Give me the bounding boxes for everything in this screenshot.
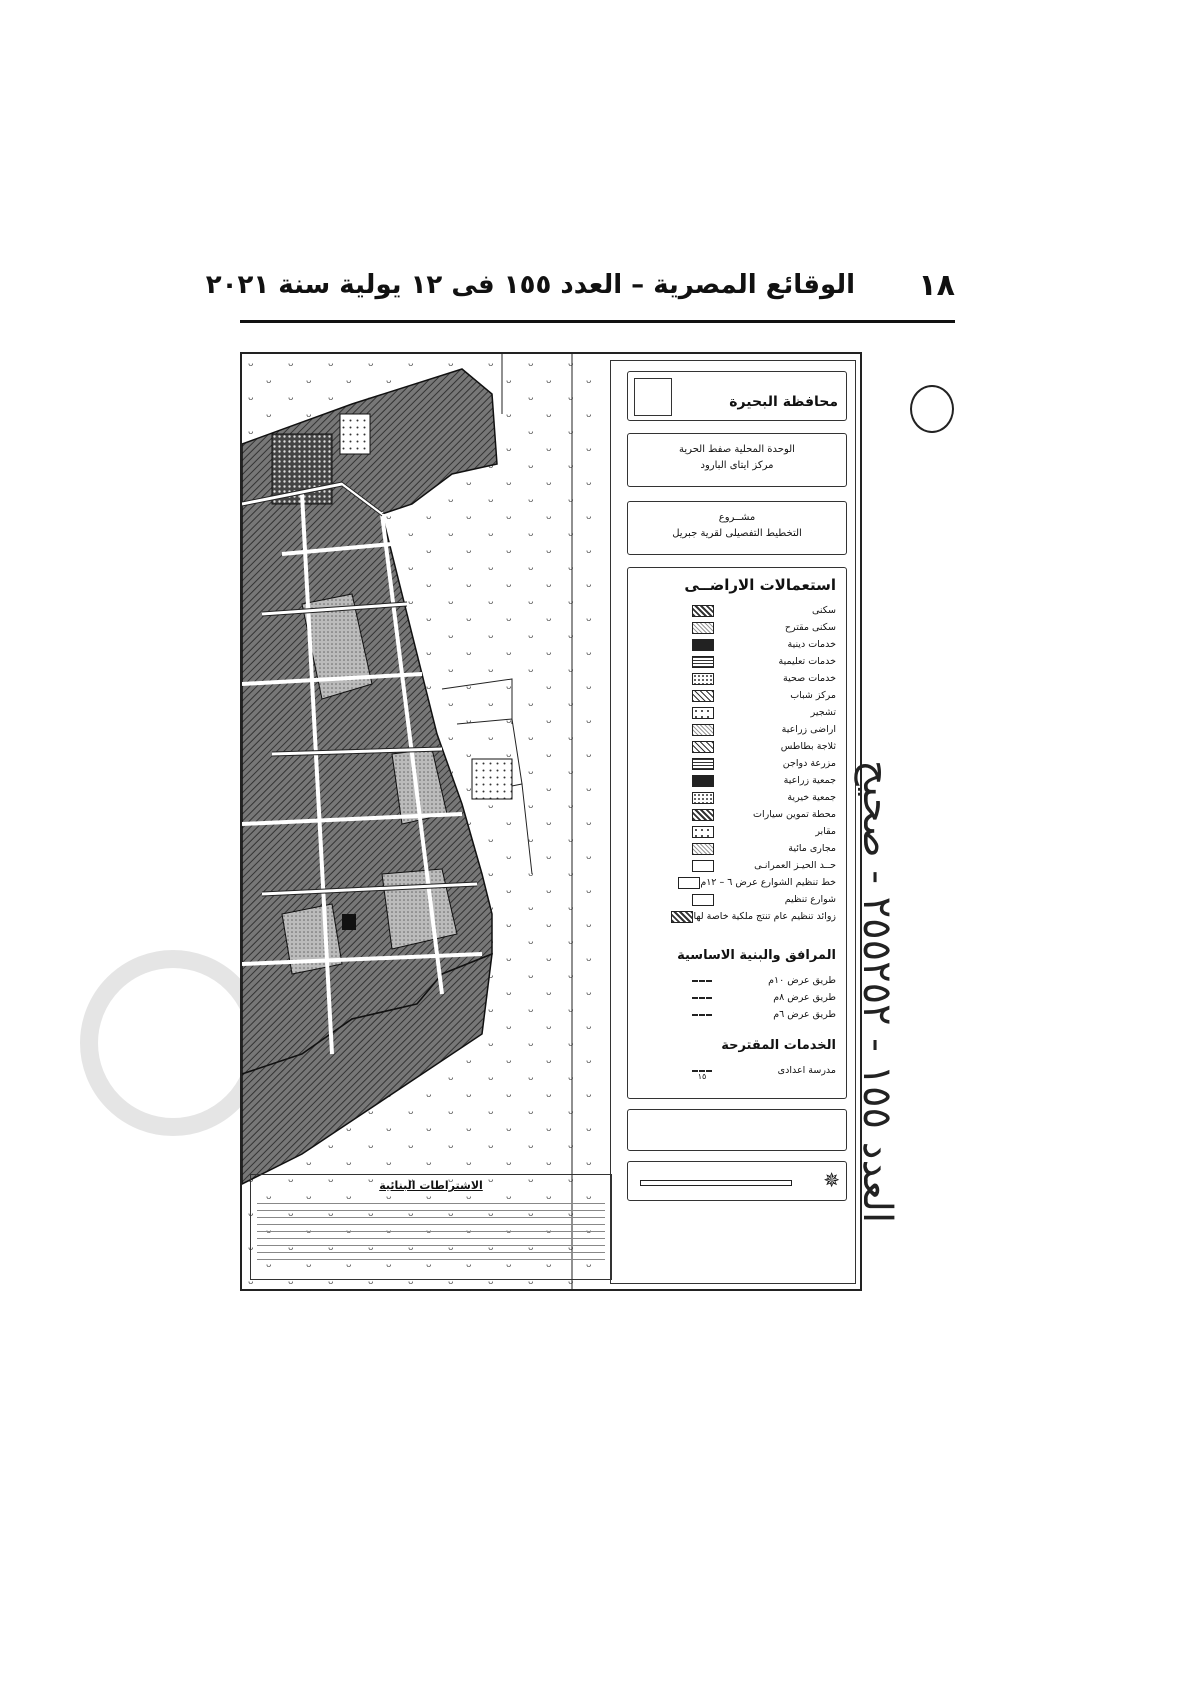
land-use-row bbox=[656, 755, 836, 772]
empty-box bbox=[627, 1109, 847, 1151]
governorate-name: محافظة البحيرة bbox=[729, 394, 838, 410]
land-use-row bbox=[656, 670, 836, 687]
infra-label: طريق عرض ٨م bbox=[773, 992, 836, 1003]
land-use-label: خدمات تعليمية bbox=[778, 656, 836, 667]
land-use-swatch bbox=[692, 843, 714, 855]
land-use-row bbox=[656, 857, 836, 874]
conditions-text-lines bbox=[257, 1197, 605, 1266]
land-use-row bbox=[656, 908, 836, 925]
page-header bbox=[205, 268, 955, 308]
map-frame bbox=[240, 352, 862, 1291]
services-list bbox=[656, 1062, 836, 1079]
land-use-swatch bbox=[692, 690, 714, 702]
land-use-row bbox=[656, 738, 836, 755]
land-use-label: محطة تموين سيارات bbox=[753, 809, 836, 820]
land-use-label: سكنى مقترح bbox=[784, 622, 836, 633]
land-use-label: ثلاجة بطاطس bbox=[780, 741, 836, 752]
service-row bbox=[656, 1062, 836, 1079]
land-use-label: اراضى زراعية bbox=[781, 724, 836, 735]
conditions-title: الاشتراطات البنائية bbox=[379, 1179, 483, 1192]
land-use-swatch bbox=[678, 877, 700, 889]
page-number: ١٨ bbox=[918, 268, 955, 303]
watermark-seal bbox=[80, 950, 266, 1136]
infra-label: طريق عرض ٦م bbox=[773, 1009, 836, 1020]
land-use-label: مركز شباب bbox=[790, 690, 836, 701]
handwritten-note: العدد ١٥٥ - ٢٥٥٢٥٢ - صحيح bbox=[854, 760, 900, 1224]
land-use-swatch bbox=[692, 792, 714, 804]
religious-services-block bbox=[342, 914, 356, 930]
infra-title: المرافق والبنية الاساسية bbox=[677, 948, 836, 963]
land-use-label: سكنى bbox=[812, 605, 836, 616]
land-use-row bbox=[656, 772, 836, 789]
service-label: مدرسة اعدادى bbox=[777, 1065, 836, 1076]
logo-box bbox=[634, 378, 672, 416]
center-name: مركز ايتاى البارود bbox=[700, 460, 774, 471]
land-use-label: خدمات دينية bbox=[787, 639, 836, 650]
land-use-label: زوائد تنظيم عام تنتج ملكية خاصة لها bbox=[693, 911, 836, 922]
health-services-block bbox=[340, 414, 370, 454]
scale-box bbox=[627, 1161, 847, 1201]
land-use-swatch bbox=[692, 673, 714, 685]
cemetery-area bbox=[472, 759, 512, 799]
land-use-row bbox=[656, 602, 836, 619]
infra-list bbox=[656, 972, 836, 1023]
header-rule bbox=[240, 320, 955, 323]
infra-row bbox=[656, 989, 836, 1006]
land-use-swatch bbox=[692, 724, 714, 736]
land-use-swatch bbox=[692, 775, 714, 787]
header-title: الوقائع المصرية – العدد ١٥٥ فى ١٢ يولية سنة ٢٠٢١ bbox=[205, 270, 855, 300]
land-use-row bbox=[656, 704, 836, 721]
land-use-row bbox=[656, 619, 836, 636]
land-use-row bbox=[656, 806, 836, 823]
land-use-swatch bbox=[692, 741, 714, 753]
governorate-box bbox=[627, 371, 847, 421]
land-use-row bbox=[656, 636, 836, 653]
land-use-swatch bbox=[692, 656, 714, 668]
land-use-label: حــد الحيـز العمرانـى bbox=[754, 860, 836, 871]
service-swatch: ١٥ bbox=[692, 1070, 712, 1072]
land-use-label: مزرعة دواجن bbox=[782, 758, 836, 769]
land-use-list bbox=[656, 602, 836, 925]
land-use-swatch bbox=[671, 911, 693, 923]
infra-swatch bbox=[692, 1014, 712, 1016]
land-use-swatch bbox=[692, 639, 714, 651]
land-use-label: جمعية زراعية bbox=[783, 775, 836, 786]
project-title: التخطيط التفصيلى لقرية جبريل bbox=[672, 528, 802, 539]
infra-swatch bbox=[692, 980, 712, 982]
project-label: مشــروع bbox=[718, 512, 756, 523]
local-unit: الوحدة المحلية صفط الحرية bbox=[679, 444, 795, 455]
infra-row bbox=[656, 972, 836, 989]
land-use-swatch bbox=[692, 860, 714, 872]
land-use-label: جمعية خيرية bbox=[787, 792, 836, 803]
project-box bbox=[627, 501, 847, 555]
land-use-row bbox=[656, 823, 836, 840]
legend-panel bbox=[610, 360, 856, 1284]
land-use-swatch bbox=[692, 707, 714, 719]
handwritten-circle bbox=[910, 385, 954, 433]
land-use-swatch bbox=[692, 605, 714, 617]
scale-bar bbox=[640, 1180, 792, 1186]
infra-row bbox=[656, 1006, 836, 1023]
north-arrow-icon: ✵ bbox=[823, 1168, 840, 1192]
services-title: الخدمات المقترحة bbox=[721, 1038, 836, 1053]
land-use-label: تشجير bbox=[810, 707, 836, 718]
infra-label: طريق عرض ١٠م bbox=[768, 975, 836, 986]
land-use-row bbox=[656, 653, 836, 670]
land-use-swatch bbox=[692, 894, 714, 906]
land-use-title: استعمالات الاراضــى bbox=[684, 576, 836, 594]
legend-box bbox=[627, 567, 847, 1099]
land-use-row bbox=[656, 789, 836, 806]
land-use-label: مجارى مائية bbox=[788, 843, 836, 854]
land-use-swatch bbox=[692, 826, 714, 838]
building-conditions-box bbox=[250, 1174, 612, 1280]
land-use-swatch bbox=[692, 758, 714, 770]
land-use-label: خدمات صحية bbox=[783, 673, 836, 684]
land-use-swatch bbox=[692, 622, 714, 634]
land-use-row bbox=[656, 721, 836, 738]
local-unit-box bbox=[627, 433, 847, 487]
infra-swatch bbox=[692, 997, 712, 999]
land-use-row bbox=[656, 874, 836, 891]
land-use-row bbox=[656, 891, 836, 908]
land-use-label: خط تنظيم الشوارع عرض ٦ – ١٢م bbox=[700, 877, 836, 888]
land-use-row bbox=[656, 840, 836, 857]
land-use-label: شوارع تنظيم bbox=[784, 894, 836, 905]
land-use-swatch bbox=[692, 809, 714, 821]
land-use-label: مقابر bbox=[815, 826, 836, 837]
land-use-row bbox=[656, 687, 836, 704]
